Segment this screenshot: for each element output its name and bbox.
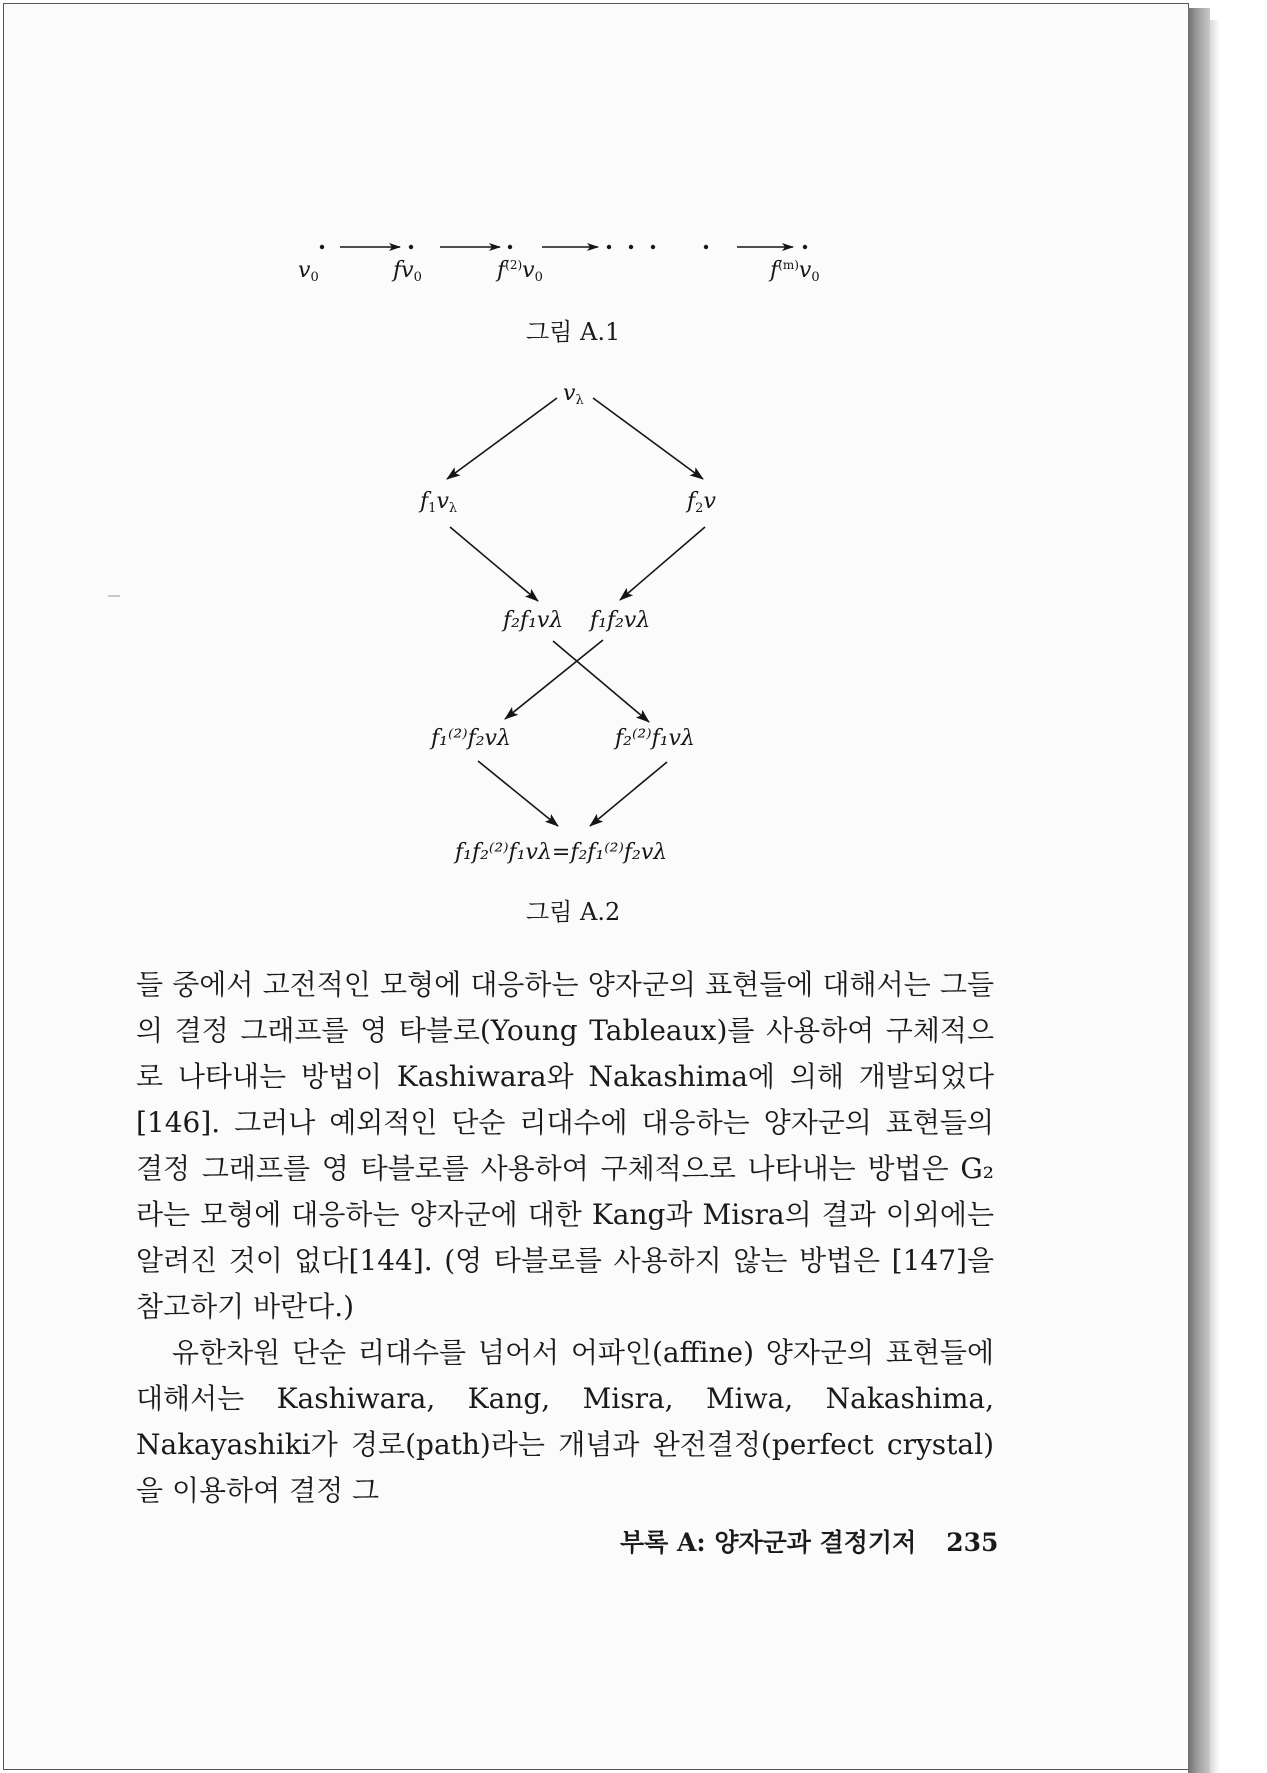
page-number: 235 <box>946 1528 999 1557</box>
node-bottom: f₁f₂⁽²⁾f₁vλ=f₂f₁⁽²⁾f₂vλ <box>455 840 668 865</box>
node-left1: $f_1v_\lambda$ <box>420 489 458 516</box>
running-head: 부록 A: 양자군과 결정기저 <box>620 1528 917 1557</box>
node-low-left: f₁⁽²⁾f₂vλ <box>431 726 511 751</box>
figure-a2-caption: 그림 A.2 <box>526 898 621 926</box>
node-right1: $f_2v$ <box>687 489 716 516</box>
paragraph-2: 유한차원 단순 리대수를 넘어서 어파인(affine) 양자군의 표현들에 대해서는 Kashiwara, Kang, Misra, Miwa, Nakashima, Nakayashiki가 경로(path)라는 개념과 완전결정(perfect crystal)을 이용하여 결정 그 <box>136 1336 994 1507</box>
label-v0: $v_0$ <box>298 258 319 285</box>
figure-a1-caption: 그림 A.1 <box>526 318 621 346</box>
node-mid-right: f₁f₂vλ <box>590 608 651 633</box>
label-fmv0: $f^{(m)}v_0$ <box>770 258 820 285</box>
node-mid-left: f₂f₁vλ <box>503 608 564 633</box>
paragraph-1: 들 중에서 고전적인 모형에 대응하는 양자군의 표현들에 대해서는 그들의 결정 그래프를 영 타블로(Young Tableaux)를 사용하여 구체적으로 나타내는 방법이 Kashiwara와 Nakashima에 의해 개발되었다[146]. 그러나 예외적인 단순 리대수에 대응하는 양자군의 표현들의 결정 그래프를 영 타블로를 사용하여 구체적으로 나타내는 방법은 G₂라는 모형에 대응하는 양자군에 대한 Kang과 Misra의 결과 이외에는 알려진 것이 없다[144]. (영 타블로를 사용하지 않는 방법은 [147]을 참고하기 바란다.) <box>136 968 994 1323</box>
label-fv0: $fv_0$ <box>393 258 422 285</box>
label-f2v0: $f^{(2)}v_0$ <box>497 258 543 285</box>
body-text <box>136 962 994 1514</box>
node-low-right: f₂⁽²⁾f₁vλ <box>615 726 695 751</box>
page-footer <box>620 1523 999 1559</box>
node-top: $v_\lambda$ <box>563 381 584 408</box>
